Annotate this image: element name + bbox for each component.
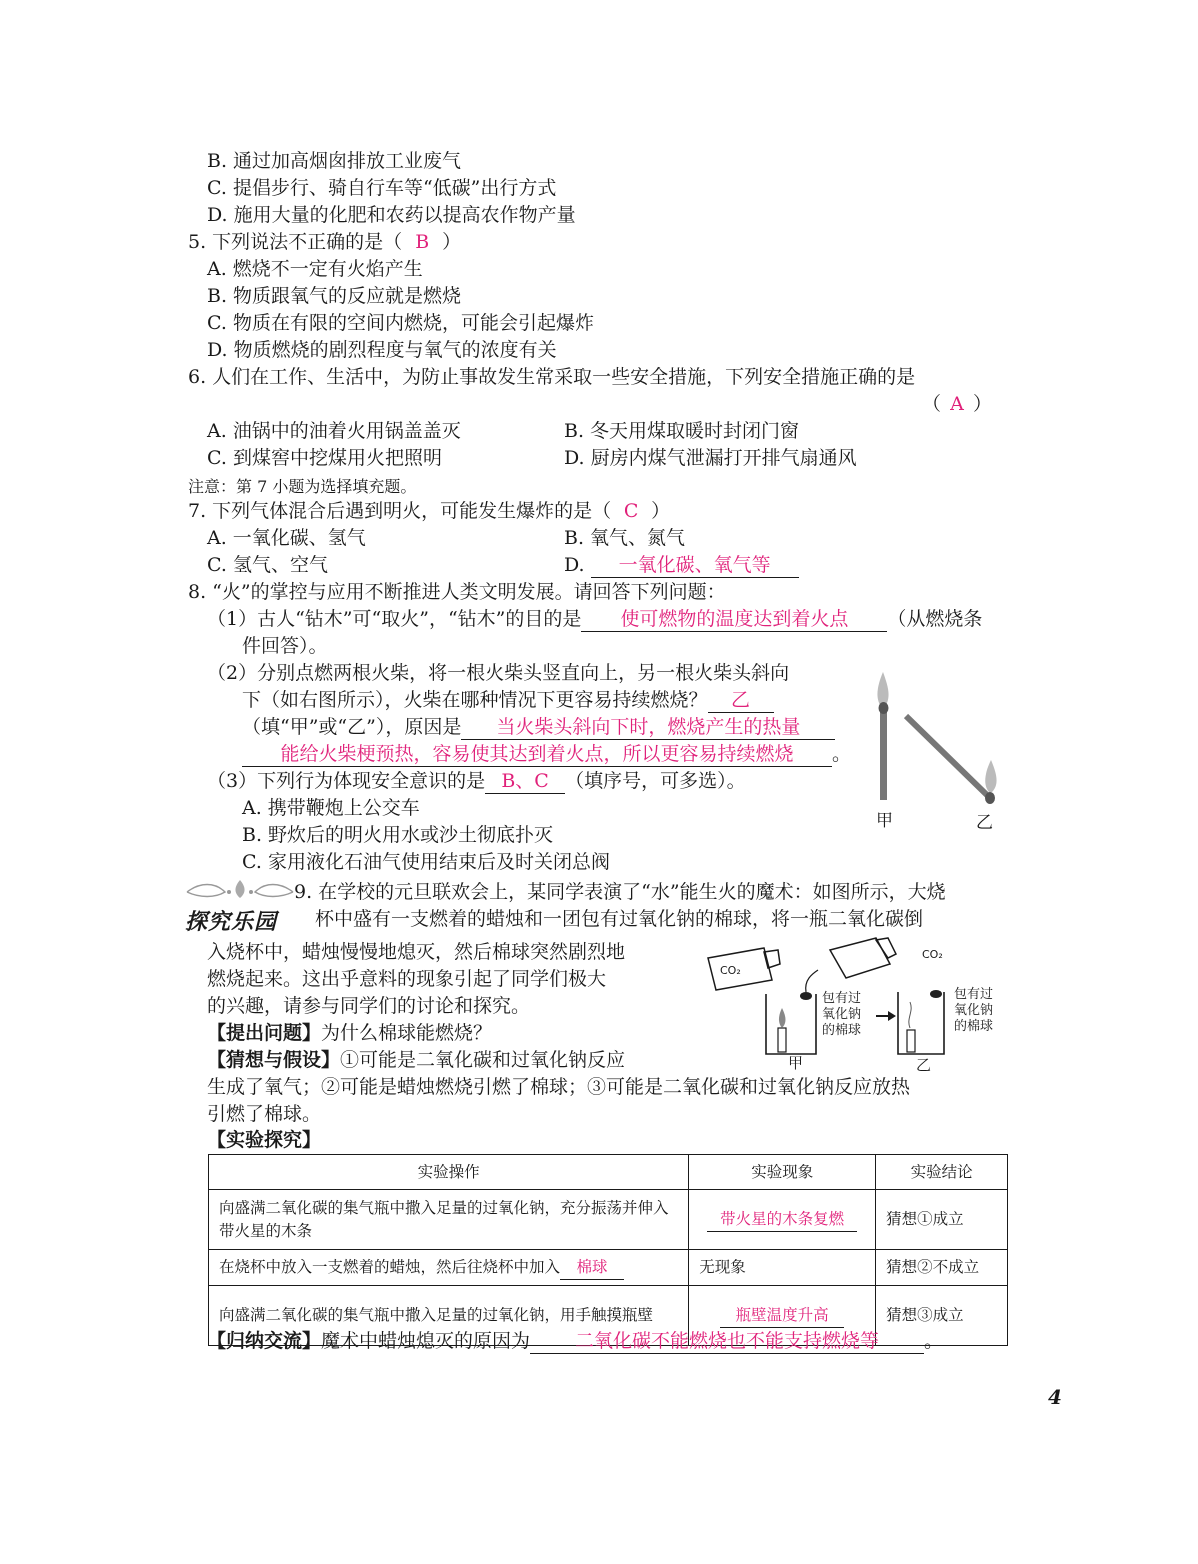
q8-part2-line4 [242,741,851,767]
q9-line5: 的兴趣，请参与同学们的讨论和探究。 [207,995,531,1017]
q8-stem: 8. “火”的掌控与应用不断推进人类文明发展。请回答下列问题： [188,581,726,603]
cotton-label-right-3: 的棉球 [954,1019,994,1034]
table-cell-phenomenon [689,1190,876,1250]
q8-part3-post: （填序号，可多选）。 [565,770,746,792]
q8-part3-option-a: A. 携带鞭炮上公交车 [242,797,420,819]
table-header-operation: 实验操作 [209,1155,689,1190]
q8-part2-line1: （2）分别点燃两根火柴，将一根火柴头竖直向上，另一根火柴头斜向 [207,662,790,684]
q7-option-b: B. 氧气、氮气 [564,527,686,549]
q5-stem-close: ） [442,231,462,253]
cotton-label-left-3: 的棉球 [822,1023,862,1038]
q5-option-c: C. 物质在有限的空间内燃烧，可能会引起爆炸 [207,312,594,334]
table-header-phenomenon: 实验现象 [689,1155,876,1190]
q6-option-d: D. 厨房内煤气泄漏打开排气扇通风 [564,447,857,469]
q9-line3: 入烧杯中，蜡烛慢慢地熄灭，然后棉球突然剧烈地 [207,941,626,963]
match-head-upright [879,702,889,714]
co2-label-right: CO₂ [922,948,943,961]
q8-part1-text: （1）古人“钻木”可“取火”，“钻木”的目的是 [207,608,582,630]
table-cell-operation [209,1250,689,1286]
q9-summary-label: 【归纳交流】 [207,1330,322,1352]
table-cell-operation: 向盛满二氧化碳的集气瓶中撒入足量的过氧化钠，用手触摸瓶壁 [209,1286,689,1346]
q5-option-a: A. 燃烧不一定有火焰产生 [207,258,423,280]
q8-part3-option-c: C. 家用液化石油气使用结束后及时关闭总阀 [242,851,610,873]
co2-bottle-right [830,938,943,978]
q9-line2: 杯中盛有一支燃着的蜡烛和一团包有过氧化钠的棉球，将一瓶二氧化碳倒 [315,908,924,930]
q8-part3 [207,768,746,794]
q6-option-c: C. 到煤窖中挖煤用火把照明 [207,447,442,469]
table-cell-conclusion: 猜想①成立 [876,1190,1008,1250]
section-decoration-icon [185,878,295,904]
beaker-right [898,990,944,1054]
table-answer-phenomenon-3: 瓶壁温度升高 [720,1304,844,1328]
beaker-label-yi: 乙 [916,1056,932,1074]
candle-flame-icon [779,1008,786,1028]
q9-line1: 9. 在学校的元旦联欢会上，某同学表演了“水”能生火的魔术：如图所示，大烧 [294,881,946,903]
q7-option-d-label: D. [564,554,585,576]
q6-paren-open: （ [922,393,942,415]
q6-answer-paren [922,391,992,417]
q4-option-c: C. 提倡步行、骑自行车等“低碳”出行方式 [207,177,557,199]
q8-part2-reason-label: （填“甲”或“乙”），原因是 [242,716,462,738]
match-figure [858,660,1008,840]
experiment-table [208,1154,1008,1346]
table-cell-conclusion: 猜想③成立 [876,1286,1008,1346]
beaker-figure [700,936,1010,1076]
q7-option-d-answer: 一氧化碳、氧气等 [591,554,799,578]
q8-part1-post: （从燃烧条 [887,608,983,630]
q7-option-c: C. 氢气、空气 [207,554,328,576]
q7-option-a: A. 一氧化碳、氢气 [207,527,366,549]
q8-part3-answer: B、C [485,770,565,794]
q7-option-d [564,552,799,578]
q8-part3-text: （3）下列行为体现安全意识的是 [207,770,486,792]
match-upright [880,708,887,800]
cotton-label-right-1: 包有过 [954,987,994,1002]
table-operation-text: 在烧杯中放入一支燃着的蜡烛，然后往烧杯中加入 [219,1257,561,1276]
table-cell-conclusion: 猜想②不成立 [876,1250,1008,1286]
q8-part1-answer: 使可燃物的温度达到着火点 [581,608,887,632]
q9-guess-line2: 生成了氧气；②可能是蜡烛燃烧引燃了棉球；③可能是二氧化碳和过氧化钠反应放热 [207,1076,911,1098]
q9-experiment-label: 【实验探究】 [207,1129,322,1151]
q9-guess-text-1: ①可能是二氧化碳和过氧化钠反应 [340,1049,626,1071]
q7-note: 注意：第 7 小题为选择填充题。 [188,477,417,496]
q8-part1 [207,606,982,632]
beaker-label-jia: 甲 [788,1054,804,1072]
q9-summary [207,1328,943,1354]
q8-part2-reason-2: 能给火柴梗预热，容易使其达到着火点，所以更容易持续燃烧 [242,743,832,767]
co2-bottle-left [708,948,780,990]
q7-stem-text: 7. 下列气体混合后遇到明火，可能发生爆炸的是（ [188,500,612,522]
table-answer-operation-2: 棉球 [560,1256,624,1280]
q6-paren-close: ） [973,393,993,415]
co2-label-left: CO₂ [720,964,741,977]
table-cell-phenomenon: 无现象 [689,1250,876,1286]
q4-option-b: B. 通过加高烟囱排放工业废气 [207,150,462,172]
flame-tilted-icon [985,760,996,792]
match-head-tilted [985,792,995,804]
q8-part2-answer: 乙 [708,689,774,713]
q6-option-a: A. 油锅中的油着火用锅盖盖灭 [207,420,461,442]
q5-answer: B [415,231,430,253]
arrow-icon [876,1011,896,1021]
cotton-label-left-1: 包有过 [822,991,862,1006]
q8-part2-reason-1: 当火柴头斜向下时，燃烧产生的热量 [461,716,835,740]
q9-line4: 燃烧起来。这出乎意料的现象引起了同学们极大 [207,968,607,990]
cotton-ball-left [800,992,812,1000]
beaker-left [766,970,818,1054]
q9-summary-answer: 二氧化碳不能燃烧也不能支持燃烧等 [530,1330,924,1354]
q9-summary-text: 魔术中蜡烛熄灭的原因为 [321,1330,531,1352]
q6-stem: 6. 人们在工作、生活中，为防止事故发生常采取一些安全措施，下列安全措施正确的是 [188,366,916,388]
q6-option-b: B. 冬天用煤取暖时封闭门窗 [564,420,800,442]
cotton-ball-right [930,990,942,998]
table-header-row [209,1155,1008,1190]
q4-option-d: D. 施用大量的化肥和农药以提高农作物产量 [207,204,576,226]
q6-answer: A [950,393,964,415]
q9-summary-end: 。 [924,1330,944,1352]
cotton-label-right-2: 氧化钠 [954,1003,994,1018]
q8-part2-end: 。 [832,743,852,765]
figure-label-yi: 乙 [976,813,993,833]
page-number: 4 [1048,1385,1062,1409]
q5-option-d: D. 物质燃烧的剧烈程度与氧气的浓度有关 [207,339,557,361]
table-row [209,1250,1008,1286]
q9-ask [207,1020,492,1046]
q8-part2-line3 [242,714,835,740]
q9-guess-label: 【猜想与假设】 [207,1049,341,1071]
q9-guess [207,1047,625,1073]
table-answer-phenomenon-1: 带火星的木条复燃 [707,1208,857,1232]
table-cell-operation: 向盛满二氧化碳的集气瓶中撒入足量的过氧化钠，充分振荡并伸入带火星的木条 [209,1190,689,1250]
section-title: 探究乐园 [185,910,278,935]
q9-ask-label: 【提出问题】 [207,1022,322,1044]
q9-ask-text: 为什么棉球能燃烧？ [321,1022,493,1044]
q5-option-b: B. 物质跟氧气的反应就是燃烧 [207,285,462,307]
q9-guess-line3: 引燃了棉球。 [207,1103,322,1125]
q8-part2-line2 [242,687,774,713]
q5-stem [188,229,461,255]
q7-answer: C [623,500,639,522]
table-row [209,1190,1008,1250]
match-tilted [906,716,988,796]
cotton-label-left-2: 氧化钠 [822,1007,862,1022]
q7-stem-close: ） [651,500,671,522]
q5-stem-text: 5. 下列说法不正确的是（ [188,231,403,253]
table-header-conclusion: 实验结论 [876,1155,1008,1190]
q7-stem [188,498,670,524]
figure-label-jia: 甲 [876,811,893,831]
q8-part2-question: 下（如右图所示），火柴在哪种情况下更容易持续燃烧？ [242,689,708,711]
q8-part3-option-b: B. 野炊后的明火用水或沙土彻底扑灭 [242,824,554,846]
q8-part1-line2: 件回答）。 [242,635,328,657]
